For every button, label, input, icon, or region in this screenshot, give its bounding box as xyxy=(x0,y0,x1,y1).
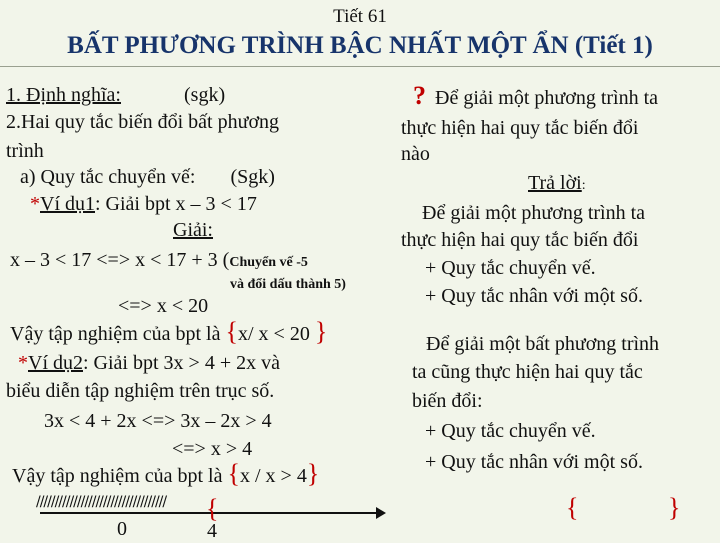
step-1-note: Chuyển vế -5 xyxy=(229,255,308,270)
rule-a-line xyxy=(20,166,275,189)
number-line-hatch: /////////////////////////////////// xyxy=(36,494,167,510)
answer-colon: : xyxy=(581,178,586,193)
example-2-line xyxy=(18,352,280,375)
example-2-label: Ví dụ2 xyxy=(28,352,83,374)
answer-2-line-2: ta cũng thực hiện hai quy tắc xyxy=(412,361,643,383)
example-1-label: Ví dụ1 xyxy=(40,193,95,215)
question-line-1 xyxy=(413,81,658,111)
lesson-number: Tiết 61 xyxy=(333,6,387,27)
solution-1-set: x/ x < 20 xyxy=(237,323,310,345)
question-line-3: nào xyxy=(401,143,430,165)
step-1-note-continued: và đổi dấu thành 5) xyxy=(230,277,346,292)
question-mark-icon: ? xyxy=(413,81,426,110)
solution-1-prefix: Vậy tập nghiệm của bpt là xyxy=(10,323,221,345)
example-2-star: * xyxy=(18,352,28,374)
title-divider xyxy=(0,66,720,67)
solution-1-line xyxy=(10,317,328,346)
example-2-text: : Giải bpt 3x > 4 + 2x và xyxy=(83,352,280,374)
example-1-step-2: <=> x < 20 xyxy=(118,295,209,317)
example-1-line xyxy=(30,193,257,216)
example-2-text-continued: biểu diễn tập nghiệm trên trục số. xyxy=(6,380,275,402)
solution-2-set: x / x > 4 xyxy=(239,465,307,487)
answer-1-item-1: + Quy tắc chuyển vế. xyxy=(425,257,596,279)
close-brace: } xyxy=(668,493,681,522)
answer-2-line-3: biến đổi: xyxy=(412,390,483,412)
rule-a-label: a) Quy tắc chuyển vế: xyxy=(20,166,196,188)
answer-heading xyxy=(528,172,586,195)
boundary-paren: { xyxy=(206,494,219,523)
close-brace: } xyxy=(306,459,320,488)
axis-label-four: 4 xyxy=(207,520,217,542)
answer-1-line-2: thực hiện hai quy tắc biến đổi xyxy=(401,229,639,251)
page-title: BẤT PHƯƠNG TRÌNH BẬC NHẤT MỘT ẨN (Tiết 1) xyxy=(67,32,653,59)
question-line-2: thực hiện hai quy tắc biến đổi xyxy=(401,117,639,139)
solution-2-line xyxy=(12,459,320,488)
example-2-step-2: <=> x > 4 xyxy=(172,438,253,460)
open-brace: { xyxy=(566,493,579,522)
axis-label-zero: 0 xyxy=(117,518,127,540)
definition-line xyxy=(6,84,225,107)
open-brace: { xyxy=(227,459,240,488)
close-brace: } xyxy=(314,317,328,346)
definition-label: 1. Định nghĩa: xyxy=(6,84,121,106)
example-1-step-1 xyxy=(10,249,308,272)
example-1-text: : Giải bpt x – 3 < 17 xyxy=(95,193,257,215)
answer-2-line-1: Để giải một bất phương trình xyxy=(426,333,660,355)
answer-1-line-1: Để giải một phương trình ta xyxy=(422,202,646,224)
step-1-equation: x – 3 < 17 <=> x < 17 + 3 ( xyxy=(10,249,230,271)
answer-1-item-2: + Quy tắc nhân với một số. xyxy=(425,285,643,307)
definition-ref: (sgk) xyxy=(184,84,226,106)
rule-a-ref: (Sgk) xyxy=(230,166,275,188)
solve-label: Giải: xyxy=(173,219,213,241)
number-line-arrow-icon xyxy=(376,507,386,519)
open-brace: { xyxy=(225,317,238,346)
answer-label: Trả lời xyxy=(528,172,582,194)
question-text: Để giải một phương trình ta xyxy=(435,87,659,109)
solution-2-prefix: Vậy tập nghiệm của bpt là xyxy=(12,465,223,487)
answer-2-item-2: + Quy tắc nhân với một số. xyxy=(425,451,643,473)
rules-title-line1: 2.Hai quy tắc biến đổi bất phương xyxy=(6,111,280,133)
example-1-star: * xyxy=(30,193,40,215)
example-2-step-1: 3x < 4 + 2x <=> 3x – 2x > 4 xyxy=(44,410,272,432)
answer-2-item-1: + Quy tắc chuyển vế. xyxy=(425,420,596,442)
rules-title-line2: trình xyxy=(6,140,44,162)
